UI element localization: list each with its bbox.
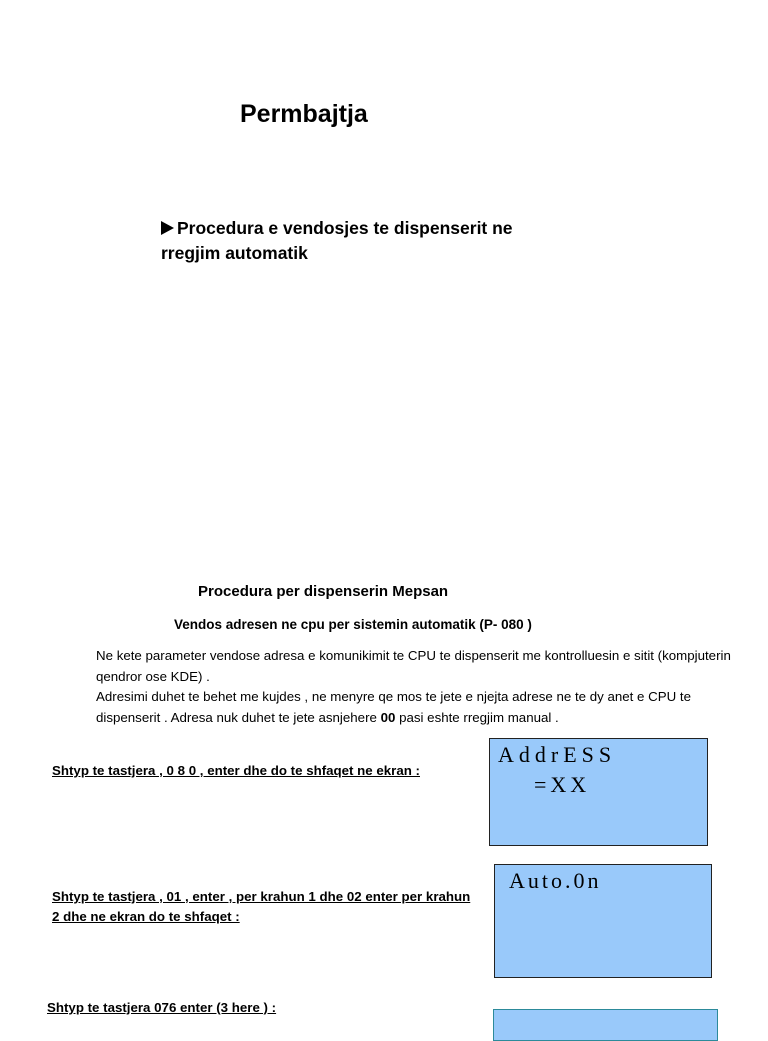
page-title: Permbajtja — [240, 100, 368, 128]
paragraph-bold-value: 00 — [380, 709, 396, 725]
arrow-bullet-icon — [161, 221, 174, 235]
display-line-1: Auto.0n — [509, 868, 602, 893]
step-3-instruction: Shtyp te tastjera 076 enter (3 here ) : — [47, 1000, 277, 1015]
bullet-text: Procedura e vendosjes te dispenserit ne rregjim automatik — [161, 218, 513, 263]
section-subtitle: Vendos adresen ne cpu per sistemin automatik (P- 080 ) — [174, 617, 532, 632]
display-box-3 — [493, 1009, 718, 1041]
description-paragraph — [96, 646, 756, 728]
step-2-instruction: Shtyp te tastjera , 01 , enter , per krahun 1 dhe 02 enter per krahun 2 dhe ne ekran do te shfaqet : — [52, 889, 471, 924]
bullet-item — [161, 216, 561, 266]
display-line-2: =XX — [534, 772, 591, 797]
paragraph-line-1: Ne kete parameter vendose adresa e komunikimit te CPU te dispenserit me kontrolluesin e sitit (kompjuterin qendror ose KDE) . — [96, 648, 731, 684]
step-1-instruction: Shtyp te tastjera , 0 8 0 , enter dhe do te shfaqet ne ekran : — [52, 763, 420, 778]
paragraph-line-2a: Adresimi duhet te behet me kujdes , ne menyre qe mos te jete e njejta adrese ne te dy anet e CPU te dispenserit . Adresa nuk duhet te jete asnjehere — [96, 689, 692, 725]
display-box-address — [489, 738, 708, 846]
paragraph-line-2b: pasi eshte rregjim manual . — [395, 709, 559, 725]
display-line-1: AddrESS — [498, 742, 617, 767]
display-box-auto — [494, 864, 712, 978]
section-title: Procedura per dispenserin Mepsan — [198, 583, 449, 600]
